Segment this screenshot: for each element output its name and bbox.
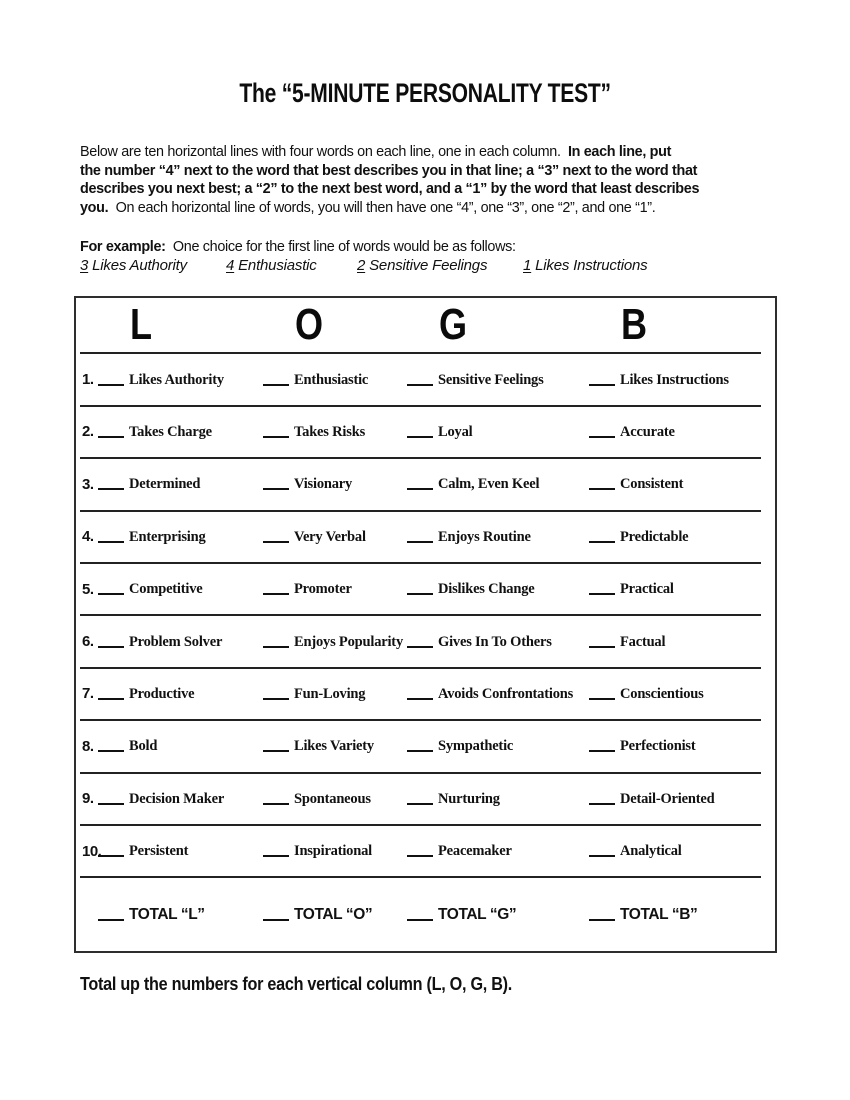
row-number: 7. — [82, 685, 94, 703]
answer-blank[interactable] — [589, 424, 615, 438]
trait-label: Detail-Oriented — [620, 790, 715, 807]
trait-label: Visionary — [294, 476, 353, 493]
answer-blank[interactable] — [98, 843, 124, 857]
example-heading-text: One choice for the first line of words would be as follows: — [165, 238, 516, 256]
answer-blank[interactable] — [407, 634, 433, 648]
answer-blank[interactable] — [263, 686, 289, 700]
table-cell — [98, 790, 263, 808]
row-number: 6. — [82, 633, 94, 651]
total-cell — [263, 906, 407, 924]
trait-label: Competitive — [129, 581, 203, 598]
answer-blank[interactable] — [98, 738, 124, 752]
table-cell — [589, 475, 761, 493]
example-item — [357, 257, 523, 274]
answer-blank[interactable] — [589, 581, 615, 595]
trait-label: Bold — [129, 738, 158, 755]
column-letter-g: G — [439, 300, 468, 350]
trait-label: Avoids Confrontations — [438, 685, 574, 702]
answer-blank[interactable] — [98, 424, 124, 438]
table-row — [80, 459, 761, 511]
total-blank[interactable] — [263, 907, 289, 921]
instruction-text: the number “4” next to the word that best describes you in that line; a “3” next to the word that — [80, 161, 698, 179]
test-table — [74, 296, 777, 953]
table-cell — [263, 423, 407, 441]
row-number: 5. — [82, 580, 94, 598]
table-cell — [589, 633, 761, 651]
trait-label: Conscientious — [620, 685, 704, 702]
answer-blank[interactable] — [407, 529, 433, 543]
instruction-text: On each horizontal line of words, you will then have one “4”, one “3”, one “2”, and one “1”. — [108, 198, 656, 216]
table-cell — [263, 633, 407, 651]
table-cell — [589, 580, 761, 598]
example-score: 2 — [357, 257, 366, 275]
table-cell — [98, 842, 263, 860]
trait-label: Perfectionist — [620, 738, 696, 755]
column-header-g — [407, 300, 589, 350]
trait-label: Calm, Even Keel — [438, 476, 540, 493]
example-heading — [80, 238, 819, 255]
row-number: 3. — [82, 475, 94, 493]
table-cell — [589, 423, 761, 441]
answer-blank[interactable] — [263, 738, 289, 752]
table-cell — [263, 685, 407, 703]
table-cell — [263, 842, 407, 860]
example-word: Likes Instructions — [531, 257, 648, 275]
trait-label: Takes Risks — [294, 423, 366, 440]
table-cell — [407, 842, 589, 860]
footer-instruction: Total up the numbers for each vertical column (L, O, G, B). — [80, 974, 513, 995]
table-cell — [589, 790, 761, 808]
total-label: TOTAL “L” — [129, 905, 205, 923]
footer-instruction-wrap — [80, 974, 850, 995]
table-row — [80, 774, 761, 826]
table-cell — [589, 737, 761, 755]
table-cell — [98, 423, 263, 441]
table-row — [80, 354, 761, 406]
example-word: Sensitive Feelings — [365, 257, 488, 275]
table-row — [80, 564, 761, 616]
row-number: 10. — [82, 842, 102, 860]
answer-blank[interactable] — [263, 529, 289, 543]
answer-blank[interactable] — [263, 424, 289, 438]
example-score: 1 — [523, 257, 532, 275]
table-cell — [589, 842, 761, 860]
total-label: TOTAL “O” — [294, 905, 373, 923]
instruction-text: Below are ten horizontal lines with four words on each line, one in each column. — [80, 143, 568, 160]
total-blank[interactable] — [407, 907, 433, 921]
total-row — [80, 878, 761, 951]
instruction-line — [80, 162, 819, 181]
answer-blank[interactable] — [98, 476, 124, 490]
example-score: 3 — [80, 257, 89, 275]
example-row — [80, 257, 850, 274]
table-cell — [263, 580, 407, 598]
trait-label: Loyal — [438, 423, 473, 440]
total-blank[interactable] — [98, 907, 124, 921]
instruction-text: describes you next best; a “2” to the next best word, and a “1” by the word that least describes — [80, 180, 700, 198]
table-cell — [98, 737, 263, 755]
trait-label: Problem Solver — [129, 633, 223, 650]
table-cell — [407, 475, 589, 493]
answer-blank[interactable] — [407, 581, 433, 595]
table-cell — [407, 528, 589, 546]
answer-blank[interactable] — [263, 843, 289, 857]
table-header — [80, 298, 761, 354]
trait-label: Inspirational — [294, 843, 372, 860]
column-letter-l: L — [130, 300, 153, 350]
example-word: Likes Authority — [88, 257, 187, 275]
total-label: TOTAL “B” — [620, 905, 698, 923]
table-cell — [263, 737, 407, 755]
table-cell — [407, 790, 589, 808]
total-cell — [589, 906, 761, 924]
instruction-line — [80, 143, 819, 162]
answer-blank[interactable] — [98, 686, 124, 700]
column-letter-b: B — [621, 300, 648, 350]
column-header-b — [589, 300, 761, 350]
trait-label: Spontaneous — [294, 790, 371, 807]
row-number: 9. — [82, 790, 94, 808]
trait-label: Enthusiastic — [294, 371, 369, 388]
answer-blank[interactable] — [589, 529, 615, 543]
answer-blank[interactable] — [589, 791, 615, 805]
answer-blank[interactable] — [263, 372, 289, 386]
table-cell — [263, 475, 407, 493]
table-row — [80, 826, 761, 878]
column-header-l — [98, 300, 263, 350]
trait-label: Dislikes Change — [438, 581, 535, 598]
table-row — [80, 721, 761, 773]
table-cell — [98, 475, 263, 493]
trait-label: Very Verbal — [294, 528, 366, 545]
trait-label: Sympathetic — [438, 738, 514, 755]
table-cell — [98, 685, 263, 703]
example-word: Enthusiastic — [234, 257, 317, 275]
trait-label: Enterprising — [129, 528, 206, 545]
table-cell — [407, 423, 589, 441]
trait-label: Takes Charge — [129, 423, 212, 440]
answer-blank[interactable] — [589, 843, 615, 857]
table-cell — [98, 371, 263, 389]
table-cell — [589, 528, 761, 546]
example-item — [80, 257, 226, 274]
trait-label: Persistent — [129, 843, 189, 860]
table-cell — [407, 633, 589, 651]
row-number: 2. — [82, 423, 94, 441]
table-cell — [407, 685, 589, 703]
instruction-line — [80, 180, 819, 199]
table-cell — [407, 371, 589, 389]
answer-blank[interactable] — [407, 843, 433, 857]
answer-blank[interactable] — [98, 791, 124, 805]
total-cell — [98, 906, 263, 924]
instruction-line — [80, 199, 819, 218]
table-body — [76, 354, 775, 878]
trait-label: Peacemaker — [438, 843, 512, 860]
answer-blank[interactable] — [589, 634, 615, 648]
table-cell — [98, 528, 263, 546]
total-cell — [407, 906, 589, 924]
table-cell — [589, 685, 761, 703]
instructions-paragraph — [80, 143, 850, 217]
answer-blank[interactable] — [589, 738, 615, 752]
row-number: 1. — [82, 371, 94, 389]
row-number: 8. — [82, 737, 94, 755]
answer-blank[interactable] — [407, 791, 433, 805]
trait-label: Determined — [129, 476, 201, 493]
answer-blank[interactable] — [407, 476, 433, 490]
table-cell — [98, 580, 263, 598]
trait-label: Likes Instructions — [620, 371, 729, 388]
trait-label: Decision Maker — [129, 790, 225, 807]
table-cell — [263, 371, 407, 389]
column-letter-o: O — [295, 300, 324, 350]
trait-label: Productive — [129, 685, 195, 702]
table-row — [80, 512, 761, 564]
instruction-text: In each line, put — [567, 143, 672, 160]
trait-label: Likes Variety — [294, 738, 374, 755]
answer-blank[interactable] — [98, 372, 124, 386]
answer-blank[interactable] — [263, 581, 289, 595]
answer-blank[interactable] — [407, 372, 433, 386]
row-number: 4. — [82, 528, 94, 546]
answer-blank[interactable] — [407, 738, 433, 752]
answer-blank[interactable] — [407, 424, 433, 438]
example-item — [523, 257, 647, 274]
trait-label: Predictable — [620, 528, 689, 545]
trait-label: Factual — [620, 633, 666, 650]
instruction-text: you. — [80, 198, 109, 216]
answer-blank[interactable] — [589, 686, 615, 700]
title-wrap — [0, 78, 850, 109]
trait-label: Analytical — [620, 843, 682, 860]
page-title: The “5-MINUTE PERSONALITY TEST” — [239, 78, 611, 108]
trait-label: Fun-Loving — [294, 685, 366, 702]
trait-label: Enjoys Popularity — [294, 633, 403, 650]
trait-label: Promoter — [294, 581, 352, 598]
answer-blank[interactable] — [98, 634, 124, 648]
table-cell — [407, 737, 589, 755]
answer-blank[interactable] — [98, 581, 124, 595]
answer-blank[interactable] — [589, 476, 615, 490]
table-row — [80, 407, 761, 459]
example-heading-label: For example: — [80, 238, 166, 256]
answer-blank[interactable] — [263, 791, 289, 805]
column-header-o — [263, 300, 407, 350]
trait-label: Sensitive Feelings — [438, 371, 544, 388]
trait-label: Accurate — [620, 423, 675, 440]
total-label: TOTAL “G” — [438, 905, 517, 923]
answer-blank[interactable] — [263, 634, 289, 648]
trait-label: Nurturing — [438, 790, 500, 807]
answer-blank[interactable] — [98, 529, 124, 543]
table-cell — [263, 790, 407, 808]
table-row — [80, 616, 761, 668]
total-blank[interactable] — [589, 907, 615, 921]
trait-label: Gives In To Others — [438, 633, 552, 650]
trait-label: Likes Authority — [129, 371, 224, 388]
trait-label: Enjoys Routine — [438, 528, 531, 545]
table-cell — [589, 371, 761, 389]
answer-blank[interactable] — [263, 476, 289, 490]
answer-blank[interactable] — [407, 686, 433, 700]
table-cell — [407, 580, 589, 598]
example-item — [226, 257, 357, 274]
table-row — [80, 669, 761, 721]
trait-label: Consistent — [620, 476, 684, 493]
trait-label: Practical — [620, 581, 674, 598]
table-cell — [98, 633, 263, 651]
table-cell — [263, 528, 407, 546]
answer-blank[interactable] — [589, 372, 615, 386]
example-score: 4 — [226, 257, 235, 275]
